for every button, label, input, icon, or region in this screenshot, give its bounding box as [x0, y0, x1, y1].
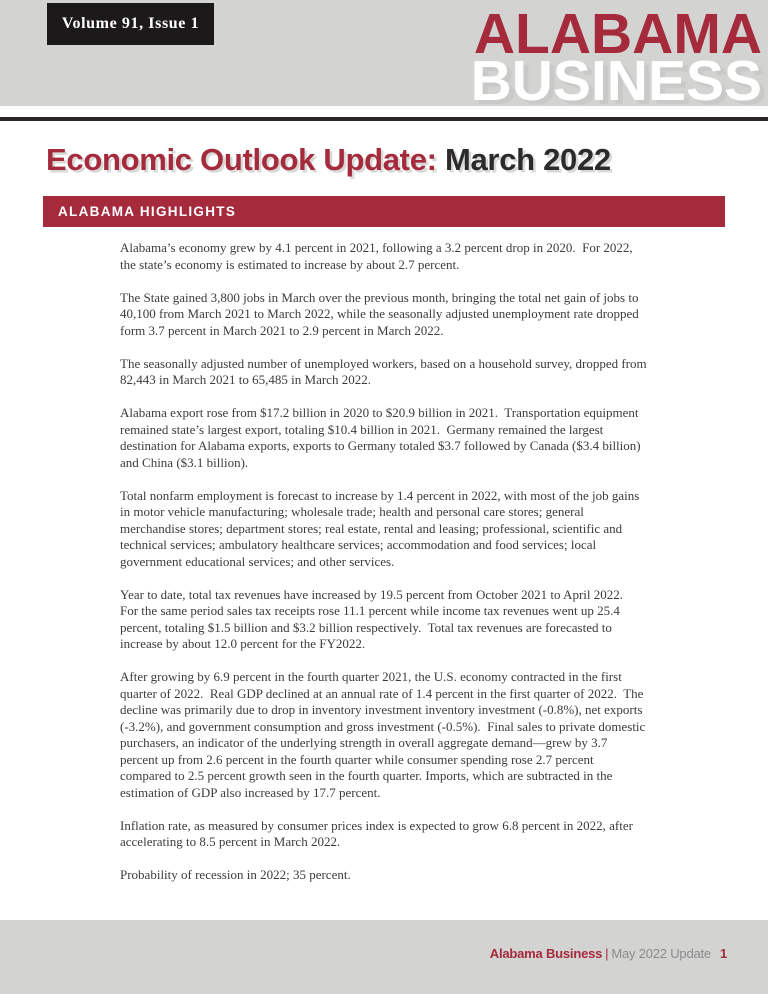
body-paragraph: The seasonally adjusted number of unemployed workers, based on a household survey, dropped from 82,443 in March 2021 to 65,485 in March 2022. [120, 355, 650, 387]
body-paragraph: Total nonfarm employment is forecast to increase by 1.4 percent in 2022, with most of the job gains in motor vehicle manufacturing; wholesale trade; health and personal care stores; general merchandise stores; department stores; real estate, rental and leasing; professional, scientific and technical services; ambulatory healthcare services; accommodation and food services; local government educational services; and other services. [120, 487, 643, 569]
article-body [120, 240, 650, 900]
body-paragraph: Year to date, total tax revenues have increased by 19.5 percent from October 2021 to April 2022. For the same period sales tax receipts rose 11.1 percent while income tax revenues went up 25.4 percent, totaling $1.5 billion and $3.2 billion respectively. Total tax revenues are forecasted to increase by about 12.0 percent for the FY2022. [120, 586, 630, 651]
page-footer [0, 920, 768, 994]
page-title-lead: Economic Outlook Update: [46, 142, 445, 177]
body-paragraph: After growing by 6.9 percent in the fourth quarter 2021, the U.S. economy contracted in the first quarter of 2022. Real GDP declined at an annual rate of 1.4 percent in the first quarter of 2022. The decline was primarily due to drop in inventory investment inventory investment (-0.8%), net exports (-3.2%), and government consumption and gross investment (-0.5%). Final sales to private domestic purchasers, an indicator of the underlying strength in overall aggregate demand—grew by 3.7 percent up from 2.6 percent in the fourth quarter while consumer spending rose 2.7 percent compared to 2.5 percent growth seen in the fourth quarter. Imports, which are subtracted in the estimation of GDP also increased by 17.7 percent. [120, 669, 649, 800]
page-title-date: March 2022 [444, 142, 611, 177]
page-title [46, 142, 611, 178]
footer-separator: | [605, 946, 609, 961]
section-heading: ALABAMA HIGHLIGHTS [58, 204, 237, 219]
volume-issue-label: Volume 91, Issue 1 [61, 15, 200, 32]
brand-word-alabama: ALABAMA [473, 2, 762, 66]
section-heading-bar [43, 196, 725, 227]
brand-word-business: BUSINESS [470, 49, 762, 113]
body-paragraph: Alabama’s economy grew by 4.1 percent in 2021, following a 3.2 percent drop in 2020. For 2022, the state’s economy is estimated to increase by about 2.7 percent. [120, 240, 636, 272]
footer-brand: Alabama Business [489, 946, 603, 961]
footer-page-number: 1 [719, 946, 727, 961]
footer-line [490, 946, 727, 961]
brand-logo [470, 2, 762, 113]
footer-issue: May 2022 Update [611, 946, 711, 961]
masthead [0, 0, 768, 113]
body-paragraph: Inflation rate, as measured by consumer prices index is expected to grow 6.8 percent in 2022, after accelerating to 8.5 percent in March 2022. [120, 817, 637, 849]
body-paragraph: Alabama export rose from $17.2 billion in 2020 to $20.9 billion in 2021. Transportation equipment remained state’s largest export, totaling $10.4 billion in 2021. Germany remained the largest destination for Alabama exports, exports to Germany totaled $3.7 followed by Canada ($3.4 billion) and China ($3.1 billion). [120, 405, 644, 470]
header-divider-rule [0, 117, 768, 121]
body-paragraph: The State gained 3,800 jobs in March over the previous month, bringing the total net gain of jobs to 40,100 from March 2021 to March 2022, while the seasonally adjusted unemployment rate dropped form 3.7 percent in March 2021 to 2.9 percent in March 2022. [120, 289, 643, 338]
body-paragraph: Probability of recession in 2022; 35 percent. [120, 867, 351, 882]
volume-issue-box [47, 3, 214, 45]
